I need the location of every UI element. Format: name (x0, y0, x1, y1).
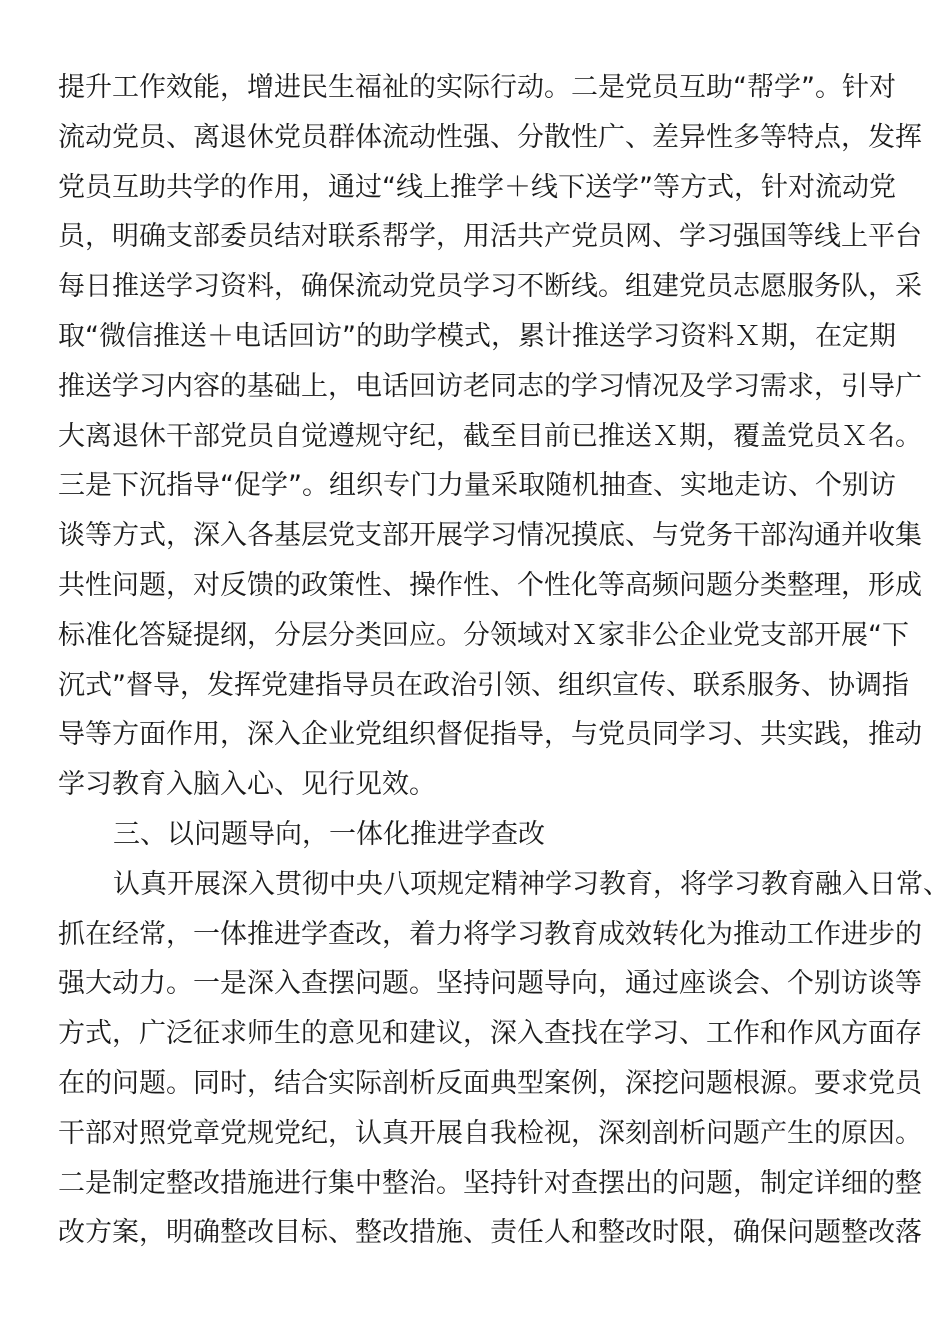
text-line: 标准化答疑提纲，分层分类回应。分领域对Ｘ家非公企业党支部开展“下 (58, 619, 909, 651)
text-line: 提升工作效能，增进民生福祉的实际行动。二是党员互助“帮学”。针对 (58, 72, 896, 103)
text-line: 在的问题。同时，结合实际剖析反面典型案例，深挖问题根源。要求党员 (58, 1067, 922, 1099)
text-line: 谈等方式，深入各基层党支部开展学习情况摸底、与党务干部沟通并收集 (58, 520, 922, 552)
text-line: 每日推送学习资料，确保流动党员学习不断线。组建党员志愿服务队，采 (58, 271, 922, 303)
text-line: 导等方面作用，深入企业党组织督促指导，与党员同学习、共实践，推动 (58, 719, 922, 751)
text-line: 沉式”督导，发挥党建指导员在政治引领、组织宣传、联系服务、协调指 (58, 669, 909, 701)
text-line: 改方案，明确整改目标、整改措施、责任人和整改时限，确保问题整改落 (58, 1217, 922, 1249)
section-heading: 三、以问题导向，一体化推进学查改 (113, 818, 545, 850)
text-line: 学习教育入脑入心、见行见效。 (58, 769, 436, 801)
text-line: 党员互助共学的作用，通过“线上推学＋线下送学”等方式，针对流动党 (58, 171, 896, 203)
text-line: 流动党员、离退休党员群体流动性强、分散性广、差异性多等特点，发挥 (58, 121, 922, 153)
text-line: 共性问题，对反馈的政策性、操作性、个性化等高频问题分类整理，形成 (58, 569, 922, 601)
text-line: 抓在经常，一体推进学查改，着力将学习教育成效转化为推动工作进步的 (58, 918, 922, 950)
text-line: 方式，广泛征求师生的意见和建议，深入查找在学习、工作和作风方面存 (58, 1018, 922, 1050)
text-line: 取“微信推送＋电话回访”的助学模式，累计推送学习资料Ｘ期，在定期 (58, 320, 896, 352)
text-line: 三是下沉指导“促学”。组织专门力量采取随机抽查、实地走访、个别访 (58, 470, 896, 502)
text-line: 认真开展深入贯彻中央八项规定精神学习教育，将学习教育融入日常、 (113, 868, 950, 900)
text-line: 强大动力。一是深入查摆问题。坚持问题导向，通过座谈会、个别访谈等 (58, 968, 922, 1000)
text-line: 二是制定整改措施进行集中整治。坚持针对查摆出的问题，制定详细的整 (58, 1167, 922, 1199)
text-line: 推送学习内容的基础上，电话回访老同志的学习情况及学习需求，引导广 (58, 370, 922, 402)
text-line: 干部对照党章党规党纪，认真开展自我检视，深刻剖析问题产生的原因。 (58, 1117, 922, 1149)
text-line: 员，明确支部委员结对联系帮学，用活共产党员网、学习强国等线上平台 (58, 221, 922, 253)
text-line: 大离退休干部党员自觉遵规守纪，截至目前已推送Ｘ期，覆盖党员Ｘ名。 (58, 420, 922, 452)
document-body (58, 63, 950, 1258)
